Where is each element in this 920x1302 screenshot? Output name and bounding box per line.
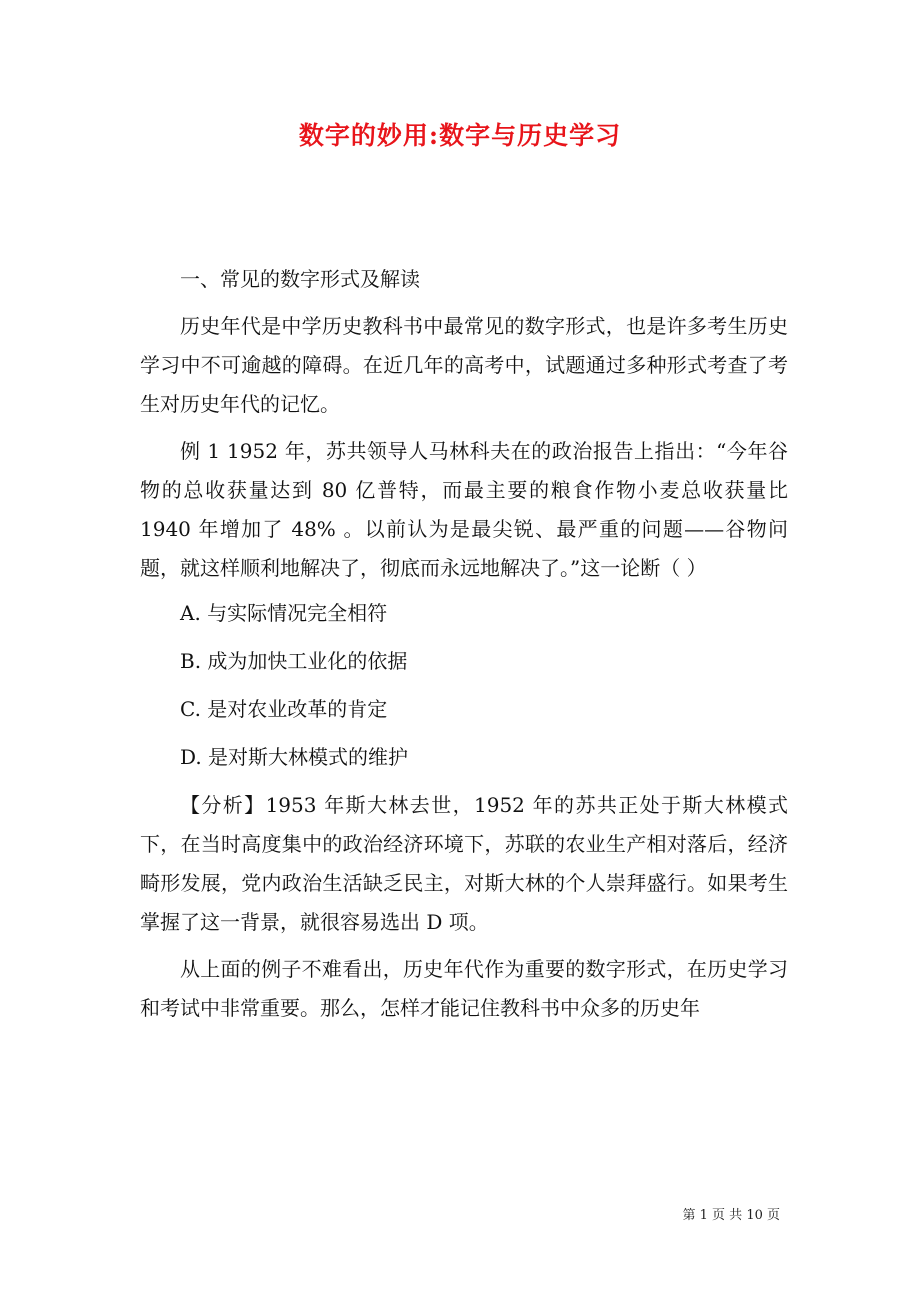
option-a: A. 与实际情况完全相符: [180, 601, 388, 625]
option-b: B. 成为加快工业化的依据: [180, 649, 408, 673]
option-c: C. 是对农业改革的肯定: [180, 697, 388, 721]
paragraph-analysis: 【分析】1953 年斯大林去世，1952 年的苏共正处于斯大林模式下，在当时高度集中的政治经济环境下，苏联的农业生产相对落后，经济畸形发展，党内政治生活缺乏民主，对斯大林的个人崇拜盛行。如果考生掌握了这一背景，就很容易选出 D 项。: [140, 793, 788, 934]
page-number: 第 1 页 共 10 页: [682, 1208, 780, 1223]
paragraph-conclusion: 从上面的例子不难看出，历史年代作为重要的数字形式，在历史学习和考试中非常重要。那么，怎样才能记住教科书中众多的历史年: [140, 957, 788, 1020]
paragraph-intro: 历史年代是中学历史教科书中最常见的数字形式，也是许多考生历史学习中不可逾越的障碍。在近几年的高考中，试题通过多种形式考查了考生对历史年代的记忆。: [140, 314, 788, 416]
document-body: [140, 260, 788, 1036]
document-title: 数字的妙用:数字与历史学习: [298, 121, 622, 150]
option-d: D. 是对斯大林模式的维护: [180, 745, 409, 769]
section-heading: 一、常见的数字形式及解读: [180, 267, 420, 291]
paragraph-example: 例 1 1952 年，苏共领导人马林科夫在的政治报告上指出：“今年谷物的总收获量达到 80 亿普特，而最主要的粮食作物小麦总收获量比 1940 年增加了 48% 。以前认为是最尖锐、最严重的问题——谷物问题，就这样顺利地解决了，彻底而永远地解决了。”这一论断（ ）: [140, 439, 788, 580]
